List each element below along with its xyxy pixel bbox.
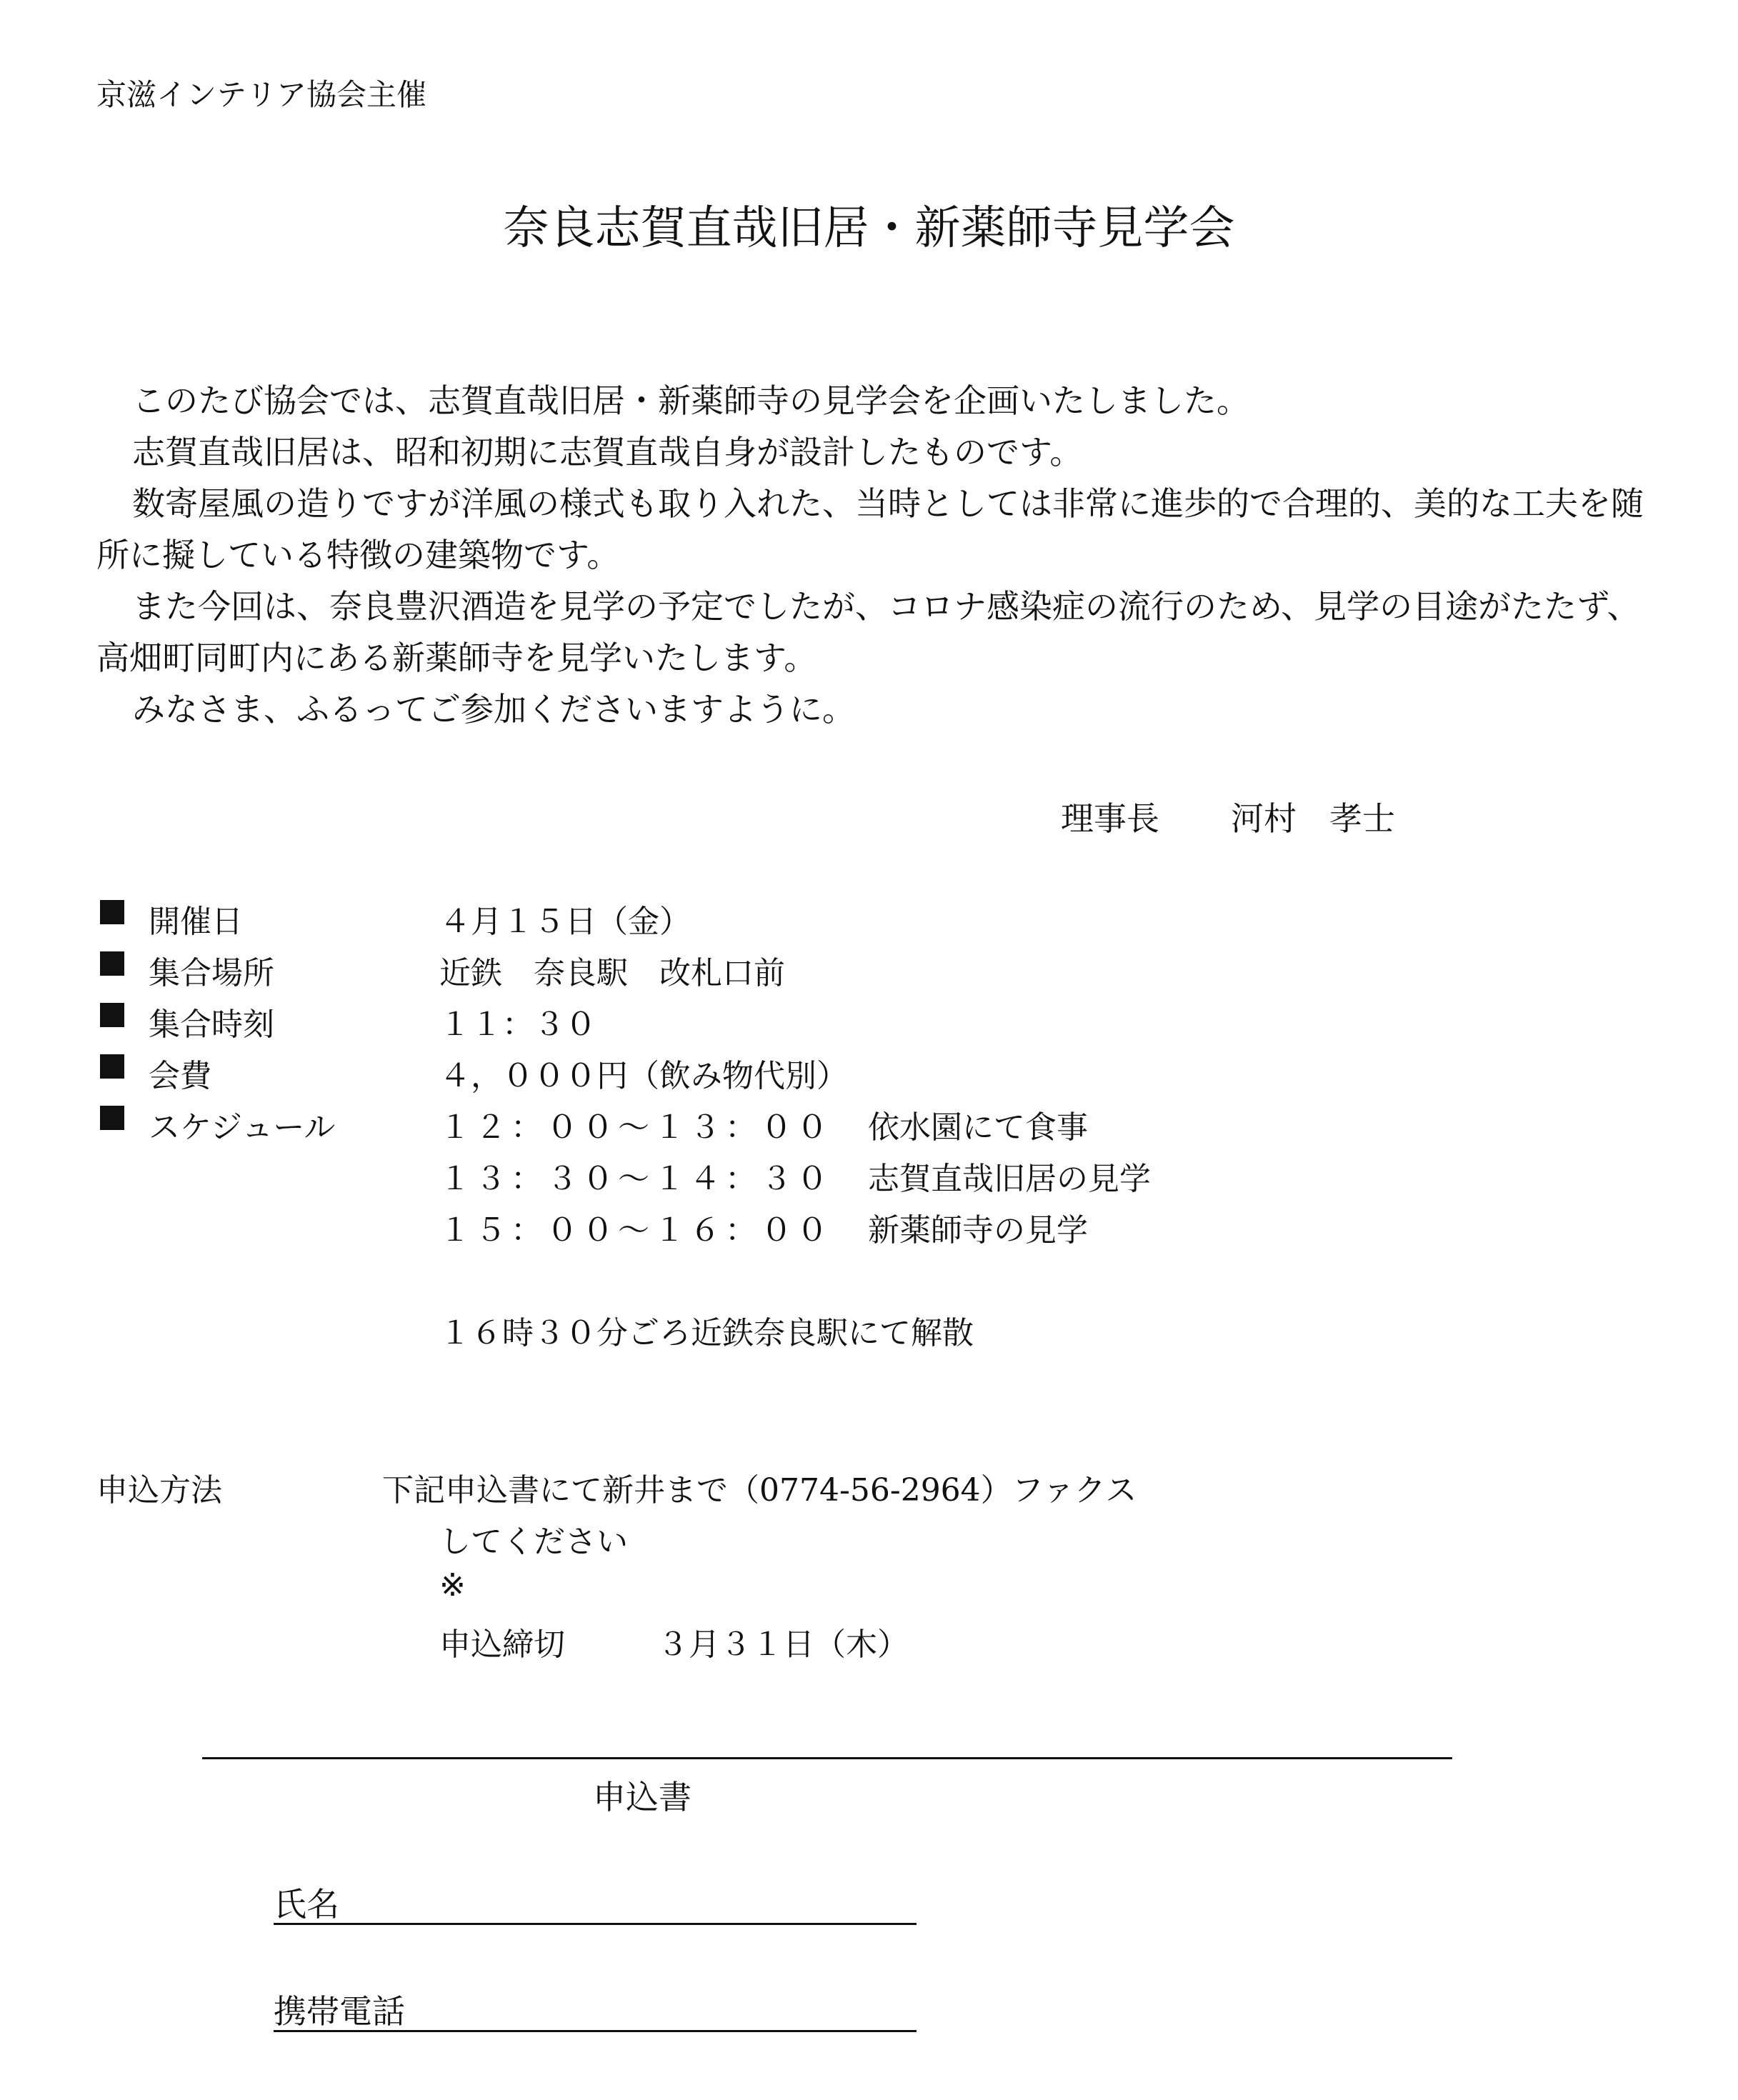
phone-field-label: 携帯電話 [274,1992,405,2031]
bullet-square-icon [100,1003,124,1027]
detail-label: 会費 [149,1058,211,1094]
bullet-square-icon [100,1106,124,1130]
application-label: 申込方法 [96,1472,222,1509]
paragraph: みなさま、ふるってご参加くださいますように。 [132,690,855,729]
organizer-text: 京滋インテリア協会主催 [96,77,427,112]
schedule-time: １５：００～１６：００ [439,1212,832,1249]
signature-name: 河村 孝士 [1231,799,1395,838]
detail-label: 集合時刻 [149,1006,274,1043]
body-text [96,375,1654,735]
detail-value: 近鉄 奈良駅 改札口前 [439,955,785,991]
page-title: 奈良志賀直哉旧居・新薬師寺見学会 [503,202,1235,255]
schedule-activity: 新薬師寺の見学 [868,1212,1088,1249]
application-note: ※ [439,1567,466,1604]
schedule-activity: 志賀直哉旧居の見学 [868,1161,1151,1197]
bullet-square-icon [100,951,124,976]
bullet-square-icon [100,900,124,924]
signature [1061,793,1395,840]
detail-value: ４月１５日（金） [439,904,691,940]
schedule-time: １２：００～１３：００ [439,1109,832,1146]
schedule-item [439,1101,1088,1147]
name-field[interactable] [274,1879,917,1925]
detail-label: スケジュール [149,1109,336,1146]
paragraph: 数寄屋風の造りですが洋風の様式も取り入れた、当時としては非常に進歩的で合理的、美的な工夫を随所に擬している特徴の建築物です。 [96,484,1644,574]
application-text: 下記申込書にて新井まで（0774-56-2964）ファクス [382,1472,1137,1509]
schedule-time: １３：３０～１４：３０ [439,1161,832,1197]
schedule-item [439,1204,1088,1250]
name-field-label: 氏名 [274,1885,339,1924]
schedule-activity: 依水園にて食事 [868,1109,1088,1146]
paragraph: 志賀直哉旧居は、昭和初期に志賀直哉自身が設計したものです。 [132,433,1083,471]
paragraph: このたび協会では、志賀直哉旧居・新薬師寺の見学会を企画いたしました。 [132,381,1249,420]
paragraph: また今回は、奈良豊沢酒造を見学の予定でしたが、コロナ感染症の流行のため、見学の目途がたたず、高畑町同町内にある新薬師寺を見学いたします。 [96,587,1640,677]
detail-label: 集合場所 [149,955,274,991]
detail-value: １１：３０ [439,1006,596,1043]
bullet-square-icon [100,1054,124,1079]
form-title: 申込書 [593,1778,691,1816]
form-divider [202,1757,1452,1759]
application-text-cont: してください [439,1524,628,1560]
phone-field[interactable] [274,1986,917,2032]
deadline-value: ３月３１日（木） [657,1626,909,1663]
dismissal-note: １６時３０分ごろ近鉄奈良駅にて解散 [439,1315,974,1351]
deadline-label: 申込締切 [439,1626,565,1663]
signature-role: 理事長 [1061,799,1159,838]
detail-label: 開催日 [149,904,243,940]
detail-value: ４，０００円（飲み物代別） [439,1058,848,1094]
schedule-item [439,1153,1151,1199]
